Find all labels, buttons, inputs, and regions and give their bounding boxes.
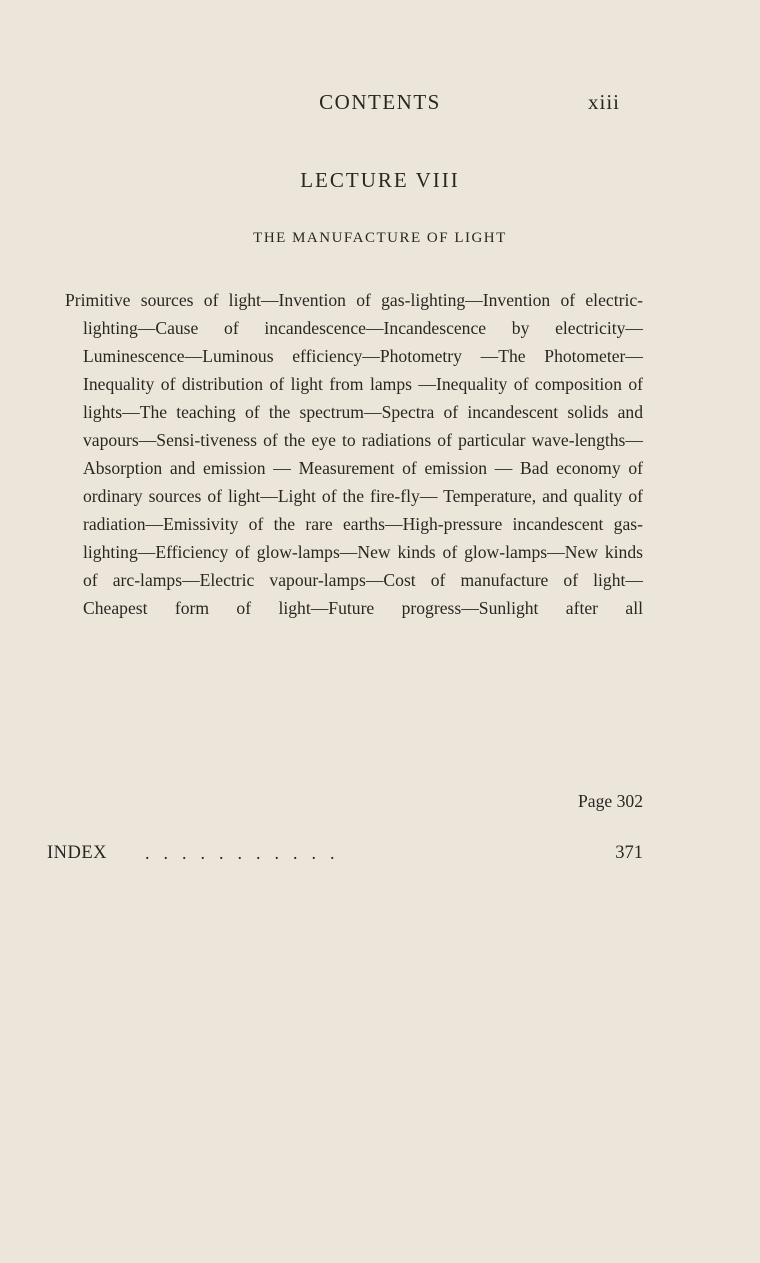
lecture-page-ref: Page 302 [578, 791, 643, 811]
lecture-title: LECTURE VIII [300, 168, 460, 192]
index-entry [47, 838, 643, 868]
lecture-subtitle: THE MANUFACTURE OF LIGHT [253, 230, 507, 246]
running-head [0, 90, 760, 120]
page-number: xiii [587, 90, 620, 114]
dot-leader: ........... [145, 843, 349, 863]
index-page-number: 371 [615, 843, 643, 863]
index-label: INDEX [47, 843, 108, 863]
running-title: CONTENTS [319, 90, 441, 114]
lecture-summary: Primitive sources of light—Invention of gas-lighting—Invention of electric-lighting—Cause of incandescence—Incandescence by electricity—Luminescence—Luminous efficiency—Photometry —The Photometer—Inequality of distribution of light from lamps —Inequality of composition of lights—The teaching of the spectrum—Spectra of incandescent solids and vapours—Sensi-tiveness of the eye to radiations of particular wave-lengths— Absorption and emission — Measurement of emission — Bad economy of ordinary sources of light—Light of the fire-fly— Temperature, and quality of radiation—Emissivity of the rare earths—High-pressure incandescent gas-lighting—Efficiency of glow-lamps—New kinds of glow-lamps—New kinds of arc-lamps—Electric vapour-lamps—Cost of manufacture of light— Cheapest form of light—Future progress—Sunlight after all [65, 290, 643, 618]
